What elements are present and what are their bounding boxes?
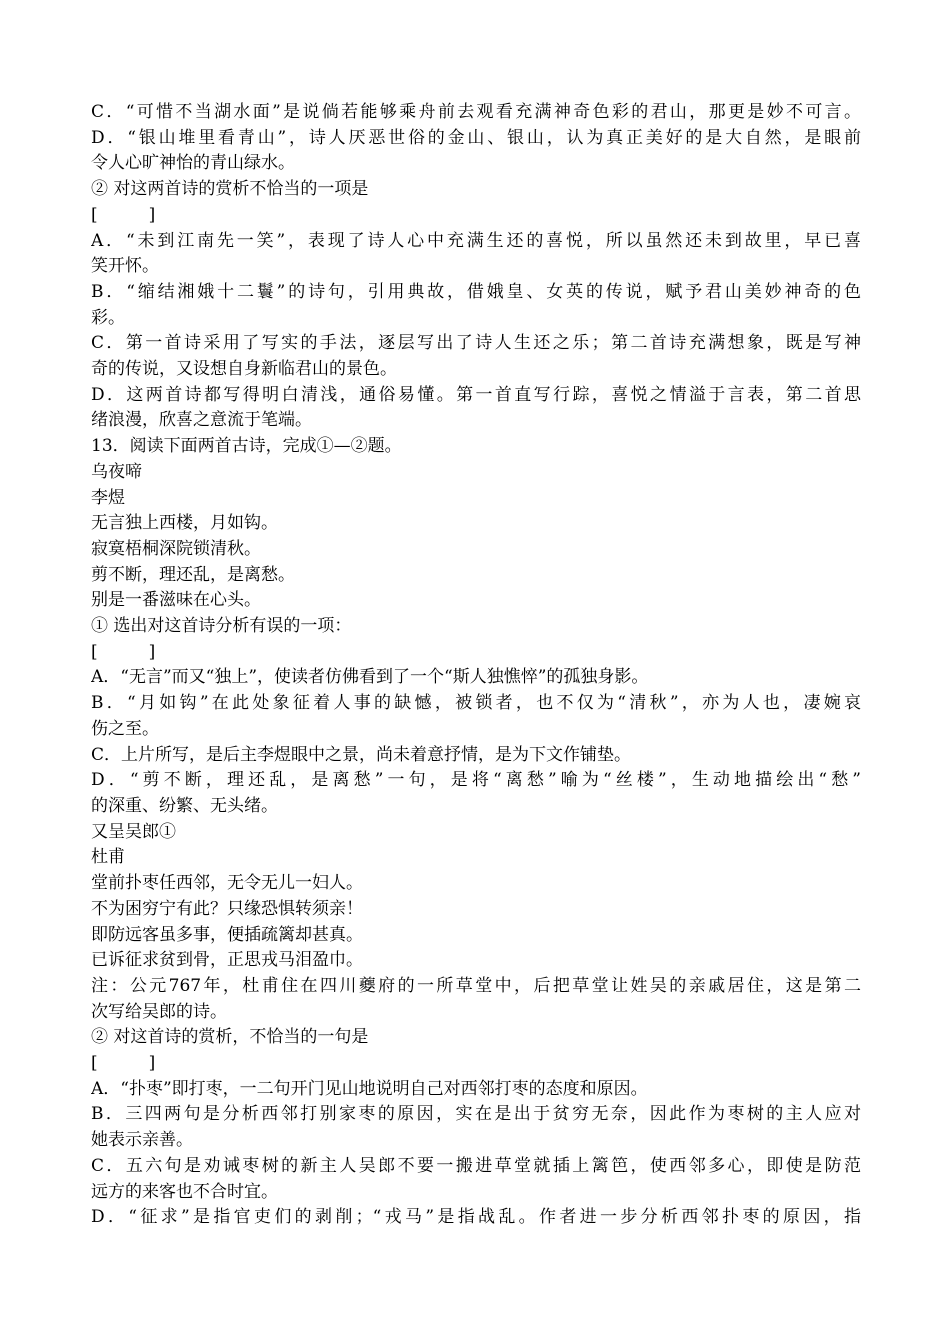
text-line: 令人心旷神怡的青山绿水。 bbox=[91, 153, 295, 174]
text-line: 的深重、纷繁、无头绪。 bbox=[91, 795, 278, 816]
text-line: 注：公元767年，杜甫住在四川夔府的一所草堂中，后把草堂让姓吴的亲戚居住，这是第二 bbox=[91, 975, 861, 996]
text-line: 李煜 bbox=[91, 487, 125, 508]
text-line: 寂寞梧桐深院锁清秋。 bbox=[91, 538, 261, 559]
text-line: A．“未到江南先一笑”，表现了诗人心中充满生还的喜悦，所以虽然还未到故里，早已喜 bbox=[91, 230, 861, 251]
text-line: D．“征求”是指官吏们的剥削；“戎马”是指战乱。作者进一步分析西邻扑枣的原因，指 bbox=[91, 1207, 861, 1228]
text-line: 彩。 bbox=[91, 307, 125, 328]
text-line: 伤之至。 bbox=[91, 718, 159, 739]
text-line: A．“无言”而又“独上”，使读者仿佛看到了一个“斯人独憔悴”的孤独身影。 bbox=[91, 667, 649, 688]
text-line: 13．阅读下面两首古诗，完成①—②题。 bbox=[91, 436, 402, 457]
text-line: 杜甫 bbox=[91, 847, 125, 868]
text-line: ② 对这首诗的赏析，不恰当的一句是 bbox=[91, 1027, 369, 1048]
text-line: ① 选出对这首诗分析有误的一项： bbox=[91, 616, 352, 637]
text-line: D．“银山堆里看青山”，诗人厌恶世俗的金山、银山，认为真正美好的是大自然，是眼前 bbox=[91, 127, 861, 148]
text-line: 奇的传说，又设想自身新临君山的景色。 bbox=[91, 359, 397, 380]
text-line: [ ] bbox=[91, 204, 156, 225]
text-line: C．五六句是劝诫枣树的新主人吴郎不要一搬进草堂就插上篱笆，使西邻多心，即使是防范 bbox=[91, 1155, 861, 1176]
text-line: B．三四两句是分析西邻打别家枣的原因，实在是出于贫穷无奈，因此作为枣树的主人应对 bbox=[91, 1104, 861, 1125]
text-line: D．“剪不断，理还乱，是离愁”一句，是将“离愁”喻为“丝楼”，生动地描绘出“愁” bbox=[91, 770, 861, 791]
text-line: B．“月如钩”在此处象征着人事的缺憾，被锁者，也不仅为“清秋”，亦为人也，凄婉哀 bbox=[91, 693, 861, 714]
text-line: C．“可惜不当湖水面”是说倘若能够乘舟前去观看充满神奇色彩的君山，那更是妙不可言。 bbox=[91, 102, 861, 122]
text-line: [ ] bbox=[91, 641, 156, 662]
text-line: 又呈吴郎① bbox=[91, 821, 176, 842]
text-line: 无言独上西楼，月如钩。 bbox=[91, 513, 278, 534]
text-line: 次写给吴郎的诗。 bbox=[91, 1001, 227, 1022]
text-line: ② 对这两首诗的赏析不恰当的一项是 bbox=[91, 179, 369, 200]
text-line: A．“扑枣”即打枣，一二句开门见山地说明自己对西邻打枣的态度和原因。 bbox=[91, 1078, 648, 1099]
text-line: 即防远客虽多事，便插疏篱却甚真。 bbox=[91, 924, 363, 945]
text-line: 乌夜啼 bbox=[91, 461, 142, 482]
text-line: 她表示亲善。 bbox=[91, 1130, 193, 1151]
text-line: C．第一首诗采用了写实的手法，逐层写出了诗人生还之乐；第二首诗充满想象，既是写神 bbox=[91, 333, 861, 354]
text-line: 不为困穷宁有此？只缘恐惧转须亲！ bbox=[91, 898, 363, 919]
text-line: 堂前扑枣任西邻，无令无儿一妇人。 bbox=[91, 873, 363, 894]
text-line: 剪不断，理还乱，是离愁。 bbox=[91, 564, 295, 585]
text-line: 绪浪漫，欣喜之意流于笔端。 bbox=[91, 410, 312, 431]
text-line: 远方的来客也不合时宜。 bbox=[91, 1181, 278, 1202]
text-line: 笑开怀。 bbox=[91, 256, 159, 277]
text-line: D．这两首诗都写得明白清浅，通俗易懂。第一首直写行踪，喜悦之情溢于言表，第二首思 bbox=[91, 384, 861, 405]
text-line: 别是一番滋味在心头。 bbox=[91, 590, 261, 611]
text-line: B．“缩结湘娥十二鬟”的诗句，引用典故，借娥皇、女英的传说，赋予君山美妙神奇的色 bbox=[91, 281, 861, 302]
text-line: [ ] bbox=[91, 1053, 156, 1074]
text-line: 已诉征求贫到骨，正思戎马泪盈巾。 bbox=[91, 950, 363, 971]
document-body bbox=[91, 100, 861, 1231]
text-line: C．上片所写，是后主李煜眼中之景，尚未着意抒情，是为下文作铺垫。 bbox=[91, 744, 632, 765]
